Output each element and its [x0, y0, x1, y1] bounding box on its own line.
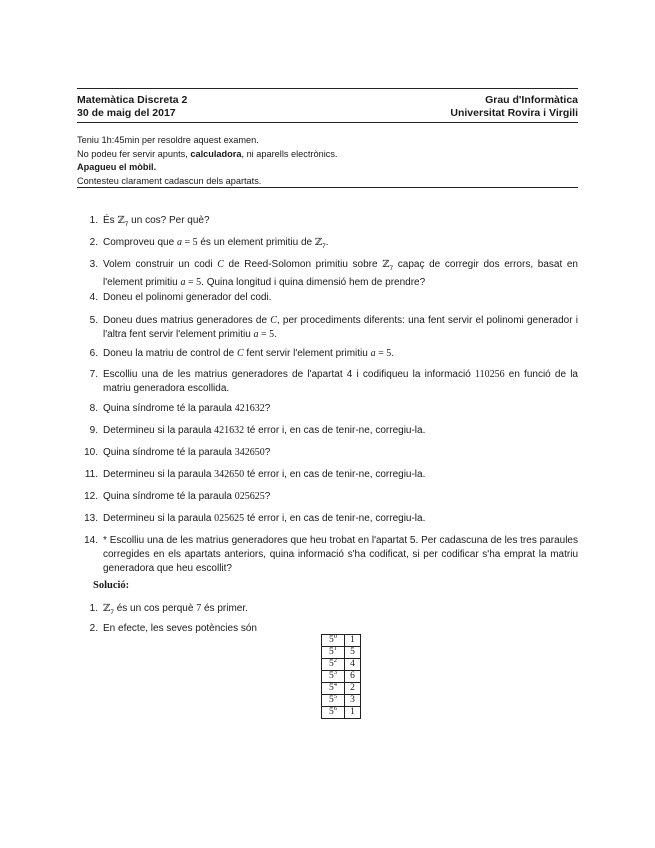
- question-13: 13. Determineu si la paraula 025625 té error i, en cas de tenir-ne, corregiu-la.: [84, 513, 426, 524]
- instructions-rule: [77, 187, 578, 188]
- question-8: 8. Quina síndrome té la paraula 421632?: [89, 403, 271, 414]
- question-2: 2. Comproveu que a = 5 és un element primitiu de ℤ$_7$.: [89, 237, 329, 250]
- table-row: $5^0$ 1: [322, 635, 361, 647]
- table-row: $5^6$ 1: [322, 707, 361, 719]
- top-rule: [77, 88, 578, 89]
- table-row: $5^3$ 6: [322, 671, 361, 683]
- header-rule: [77, 122, 578, 123]
- instruction-time: Teniu 1h:45min per resoldre aquest examen.: [77, 135, 259, 145]
- question-3: 3. Volem construir un codi C de Reed-Solomon primitiu sobre ℤ$_7$ capaç de corregir dos errors, basat en l'element primitiu a = 5. Quina longitud i quina dimensió hem de prendre?: [89, 259, 578, 288]
- question-6: 6. Doneu la matriu de control de C fent servir l'element primitiu a = 5.: [89, 348, 395, 359]
- question-4: 4. Doneu el polinomi generador del codi.: [89, 292, 272, 303]
- solution-item-1: 1. ℤ$_7$ és un cos perquè 7 és primer.: [89, 603, 248, 616]
- question-9: 9. Determineu si la paraula 421632 té error i, en cas de tenir-ne, corregiu-la.: [89, 425, 426, 436]
- table-row: $5^4$ 2: [322, 683, 361, 695]
- university-name: Universitat Rovira i Virgili: [450, 107, 578, 119]
- question-5: 5. Doneu dues matrius generadores de C, per procediments diferents: una fent servir el polinomi generador i l'altra fent servir l'element primitiu a = 5.: [89, 315, 578, 340]
- degree-name: Grau d'Informàtica: [485, 94, 578, 106]
- question-10: 10. Quina síndrome té la paraula 342650?: [84, 447, 271, 458]
- table-row: $5^1$ 5: [322, 647, 361, 659]
- exam-date: 30 de maig del 2017: [77, 107, 176, 119]
- solution-heading: Solució:: [93, 580, 130, 591]
- instruction-phone: Apagueu el mòbil.: [77, 162, 157, 173]
- solution-item-2: 2. En efecte, les seves potències són: [89, 623, 257, 634]
- question-1: 1. És ℤ$_7$ un cos? Per què?: [89, 215, 210, 228]
- table-row: $5^2$ 4: [322, 659, 361, 671]
- instruction-answer: Contesteu clarament cadascun dels apartats.: [77, 175, 262, 186]
- powers-table: [321, 634, 361, 719]
- instructions: [77, 134, 578, 188]
- instruction-rules: No podeu fer servir apunts, calculadora, ni aparells electrònics.: [77, 148, 338, 159]
- question-14: 14. * Escolliu una de les matrius generadores que heu trobat en l'apartat 5. Per cadascuna de les tres paraules corregides en els apartats anteriors, quina informació s'ha codificat, si per codificar s'ha emprat la matriu generadora que heu escollit?: [84, 535, 578, 574]
- question-12: 12. Quina síndrome té la paraula 025625?: [84, 491, 271, 502]
- question-7: 7. Escolliu una de les matrius generadores de l'apartat 4 i codifiqueu la informació 110256 en funció de la matriu generadora escollida.: [89, 369, 578, 394]
- question-11: 11. Determineu si la paraula 342650 té error i, en cas de tenir-ne, corregiu-la.: [84, 469, 426, 480]
- course-title: Matemàtica Discreta 2: [77, 94, 188, 106]
- table-row: $5^5$ 3: [322, 695, 361, 707]
